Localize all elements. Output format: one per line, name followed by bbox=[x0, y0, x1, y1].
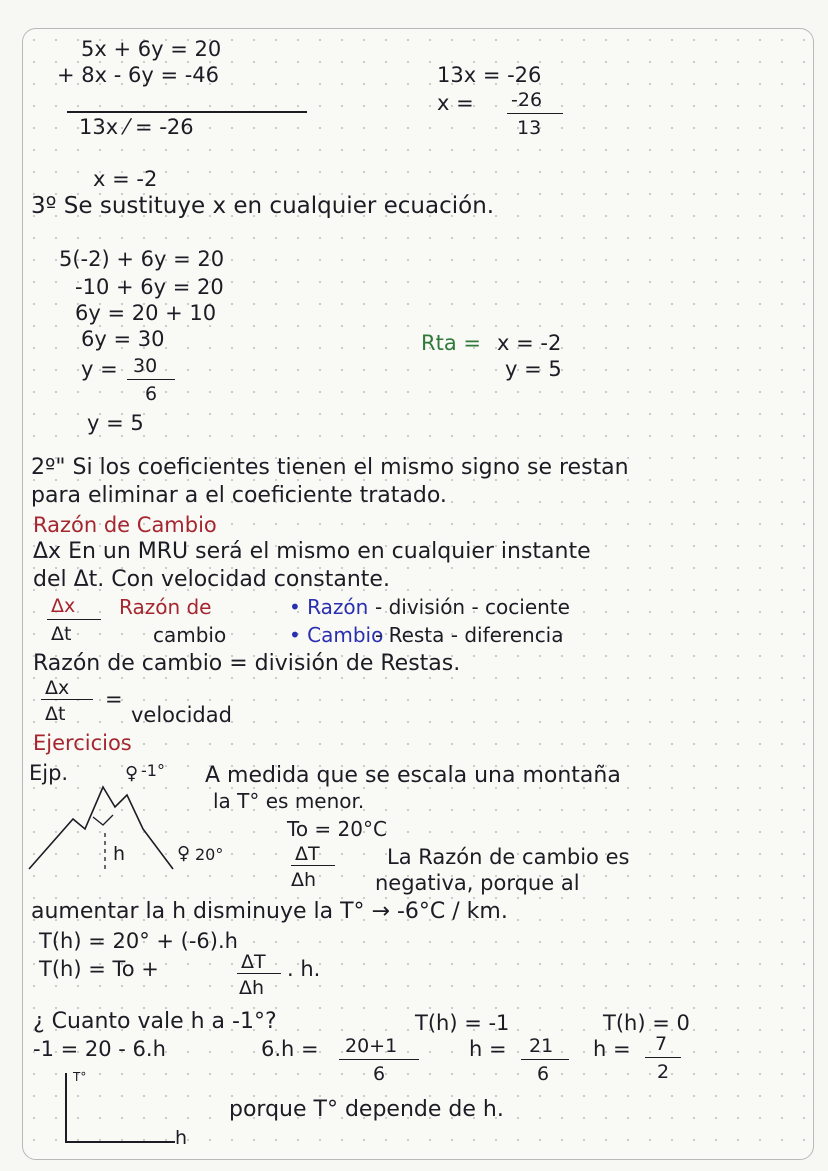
calc-2-den: 6 bbox=[373, 1063, 386, 1085]
bullet-cambio-term: • Cambio bbox=[289, 623, 384, 647]
calc-2-lhs: 6.h = bbox=[261, 1037, 319, 1061]
step-3-frac-lhs: y = bbox=[81, 357, 118, 381]
calc-3-num: 21 bbox=[529, 1035, 554, 1057]
solve-step-2-lhs: x = bbox=[437, 91, 474, 115]
bullet-cambio-def: - Resta - diferencia bbox=[375, 623, 564, 647]
graph-x-axis bbox=[65, 1141, 175, 1143]
formula-2-lhs: T(h) = To + bbox=[39, 957, 159, 981]
example-label: Ejp. bbox=[29, 761, 69, 785]
answer-y: y = 5 bbox=[505, 357, 562, 381]
exercise-line-3: La Razón de cambio es bbox=[387, 845, 630, 869]
mountain-outline bbox=[29, 787, 173, 869]
step-3-line-3: 6y = 20 + 10 bbox=[75, 301, 217, 325]
step-3-line-4: 6y = 30 bbox=[81, 327, 165, 351]
rate-title: Razón de Cambio bbox=[33, 513, 217, 537]
notebook-page bbox=[22, 28, 814, 1160]
solve-step-1: 13x = -26 bbox=[437, 63, 542, 87]
razon-de: Razón de bbox=[119, 595, 212, 619]
calc-4-num: 7 bbox=[655, 1033, 668, 1055]
dt-frac-num: ΔT bbox=[295, 843, 320, 865]
step-3-line-1: 5(-2) + 6y = 20 bbox=[59, 247, 225, 271]
answer-label: Rta = bbox=[421, 331, 481, 355]
velocity-frac-num: Δx bbox=[45, 677, 70, 699]
solve-step-2-num: -26 bbox=[511, 89, 543, 111]
rate-frac-den: Δt bbox=[51, 623, 72, 645]
rule-line-1: 2º" Si los coeficientes tienen el mismo signo se restan bbox=[31, 455, 629, 480]
conclusion: porque T° depende de h. bbox=[229, 1097, 504, 1122]
graph-y-axis bbox=[65, 1073, 67, 1143]
fraction-bar bbox=[291, 865, 335, 866]
calc-2-num: 20+1 bbox=[345, 1035, 398, 1057]
calc-4-den: 2 bbox=[657, 1061, 670, 1083]
initial-temperature: To = 20°C bbox=[287, 817, 387, 841]
velocity-word: velocidad bbox=[131, 703, 232, 727]
exercise-line-1: A medida que se escala una montaña bbox=[205, 763, 621, 788]
rate-line-1: Δx En un MRU será el mismo en cualquier instante bbox=[33, 539, 591, 564]
calc-1: -1 = 20 - 6.h bbox=[33, 1037, 166, 1061]
sum-line bbox=[67, 111, 307, 113]
formula-2-den: Δh bbox=[239, 977, 265, 999]
exercise-line-5: aumentar la h disminuye la T° → -6°C / km. bbox=[31, 899, 508, 924]
step-3-frac-num: 30 bbox=[133, 355, 158, 377]
calc-4-lhs: h = bbox=[593, 1037, 631, 1061]
answer-x: x = -2 bbox=[497, 331, 562, 355]
rate-frac-num: Δx bbox=[51, 595, 76, 617]
equation-sum: 13x ⁄ = -26 bbox=[79, 115, 194, 139]
exercise-line-4: negativa, porque al bbox=[375, 871, 580, 895]
bullet-razon-term: • Razón bbox=[289, 595, 369, 619]
formula-2-num: ΔT bbox=[241, 951, 266, 973]
fraction-bar bbox=[645, 1057, 681, 1058]
rate-summary: Razón de cambio = división de Restas. bbox=[33, 651, 461, 676]
fraction-bar bbox=[47, 619, 101, 620]
graph-y-label: T° bbox=[73, 1070, 87, 1084]
fraction-bar bbox=[521, 1059, 569, 1060]
step-3-line-2: -10 + 6y = 20 bbox=[75, 275, 224, 299]
fraction-bar bbox=[127, 379, 175, 380]
t-h-zero: T(h) = 0 bbox=[603, 1011, 690, 1035]
equation-2: + 8x - 6y = -46 bbox=[57, 63, 220, 87]
fraction-bar bbox=[339, 1059, 419, 1060]
formula-1: T(h) = 20° + (-6).h bbox=[39, 929, 238, 953]
cambio: cambio bbox=[153, 623, 227, 647]
formula-2-rhs: . h. bbox=[287, 957, 321, 981]
fraction-bar bbox=[507, 113, 563, 114]
mountain-snowline bbox=[93, 815, 113, 825]
rule-line-2: para eliminar a el coeficiente tratado. bbox=[31, 483, 447, 508]
step-3-frac-den: 6 bbox=[145, 383, 158, 405]
x-result: x = -2 bbox=[93, 167, 158, 191]
fraction-bar bbox=[41, 699, 93, 700]
climber-top-icon: ♀ bbox=[125, 763, 139, 784]
y-result: y = 5 bbox=[87, 411, 144, 435]
t-h-minus-1: T(h) = -1 bbox=[415, 1011, 510, 1035]
velocity-equals: = bbox=[105, 687, 123, 711]
height-label: h bbox=[113, 843, 126, 865]
dt-frac-den: Δh bbox=[291, 869, 317, 891]
equation-1: 5x + 6y = 20 bbox=[81, 37, 222, 61]
bullet-razon-def: - división - cociente bbox=[375, 595, 570, 619]
velocity-frac-den: Δt bbox=[45, 703, 66, 725]
calc-3-den: 6 bbox=[537, 1063, 550, 1085]
temp-top: -1° bbox=[141, 761, 165, 780]
step-3-heading: 3º Se sustituye x en cualquier ecuación. bbox=[31, 193, 495, 219]
fraction-bar bbox=[237, 973, 281, 974]
rate-line-2: del Δt. Con velocidad constante. bbox=[33, 567, 390, 592]
graph-x-label: h bbox=[175, 1127, 188, 1149]
exercises-title: Ejercicios bbox=[33, 731, 132, 755]
question: ¿ Cuanto vale h a -1°? bbox=[33, 1009, 277, 1034]
temp-bottom: 20° bbox=[195, 845, 224, 864]
climber-bottom-icon: ♀ bbox=[177, 843, 191, 864]
calc-3-lhs: h = bbox=[469, 1037, 507, 1061]
solve-step-2-den: 13 bbox=[517, 117, 542, 139]
exercise-line-2: la T° es menor. bbox=[213, 789, 365, 813]
